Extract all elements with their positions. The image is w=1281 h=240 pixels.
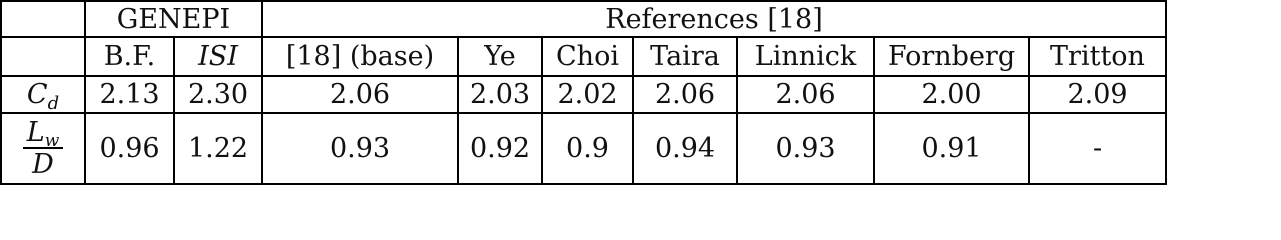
col-header-fornberg: Fornberg	[874, 37, 1029, 76]
table-row-lw	[1, 113, 1166, 184]
cell-cd-fornberg: 2.00	[874, 76, 1029, 113]
cell-lw-linnick: 0.93	[737, 113, 874, 184]
col-header-choi: Choi	[542, 37, 633, 76]
cd-subscript: d	[47, 93, 60, 113]
row-label-lw-over-d	[1, 113, 85, 184]
fraction-numerator	[23, 119, 64, 149]
cell-cd-tritton: 2.09	[1029, 76, 1166, 113]
col-header-linnick: Linnick	[737, 37, 874, 76]
cell-lw-isi: 1.22	[174, 113, 262, 184]
group-header-genepi: GENEPI	[85, 1, 262, 37]
fraction-denominator: D	[32, 149, 54, 180]
column-header-row	[1, 37, 1166, 76]
cell-lw-base: 0.93	[262, 113, 458, 184]
col-header-taira: Taira	[633, 37, 737, 76]
col-header-base: [18] (base)	[262, 37, 458, 76]
cell-cd-base: 2.06	[262, 76, 458, 113]
cell-cd-linnick: 2.06	[737, 76, 874, 113]
row-label-cd	[1, 76, 85, 113]
cell-cd-choi: 2.02	[542, 76, 633, 113]
col-header-ye: Ye	[458, 37, 542, 76]
cell-lw-bf: 0.96	[85, 113, 174, 184]
col-header-bf: B.F.	[85, 37, 174, 76]
group-header-references: References [18]	[262, 1, 1166, 37]
cell-cd-isi: 2.30	[174, 76, 262, 113]
cell-lw-fornberg: 0.91	[874, 113, 1029, 184]
cell-lw-ye: 0.92	[458, 113, 542, 184]
lw-subscript: w	[44, 131, 60, 151]
col-header-isi: ISI	[174, 37, 262, 76]
cell-cd-ye: 2.03	[458, 76, 542, 113]
cell-cd-taira: 2.06	[633, 76, 737, 113]
cell-cd-bf: 2.13	[85, 76, 174, 113]
corner-cell	[1, 37, 85, 76]
cell-lw-taira: 0.94	[633, 113, 737, 184]
group-header-row	[1, 1, 1166, 37]
cd-symbol: C	[26, 79, 48, 110]
cell-lw-choi: 0.9	[542, 113, 633, 184]
table-row-cd	[1, 76, 1166, 113]
corner-cell	[1, 1, 85, 37]
lw-over-d-fraction	[23, 119, 64, 178]
col-header-tritton: Tritton	[1029, 37, 1166, 76]
lw-symbol: L	[26, 117, 45, 148]
cell-lw-tritton: -	[1029, 113, 1166, 184]
